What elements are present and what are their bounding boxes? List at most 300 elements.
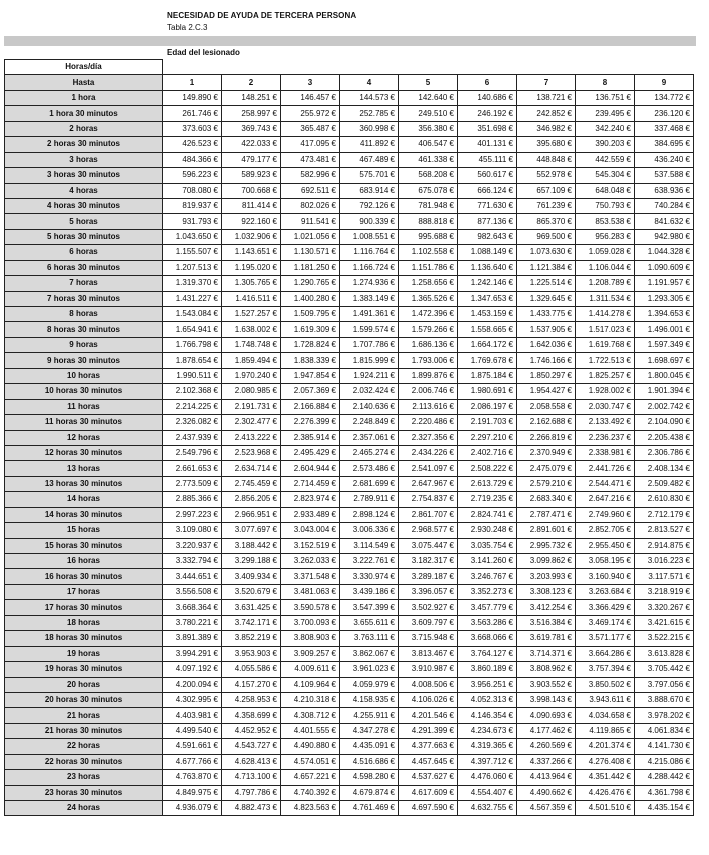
table-cell-amount: 865.370 €	[517, 214, 576, 229]
table-row	[5, 584, 694, 599]
table-row	[5, 276, 694, 291]
table-cell-amount: 3.978.202 €	[635, 708, 694, 723]
row-label-hours: 4 horas 30 minutos	[5, 198, 163, 213]
table-cell-amount: 1.980.691 €	[458, 384, 517, 399]
table-cell-amount: 3.457.779 €	[458, 600, 517, 615]
table-cell-amount: 4.823.563 €	[281, 801, 340, 816]
table-cell-amount: 4.008.506 €	[399, 677, 458, 692]
table-cell-amount: 4.397.712 €	[458, 754, 517, 769]
table-cell-amount: 3.556.508 €	[163, 584, 222, 599]
table-cell-amount: 1.208.789 €	[576, 276, 635, 291]
table-cell-amount: 1.491.361 €	[340, 307, 399, 322]
table-row	[5, 770, 694, 785]
row-label-hours: 17 horas 30 minutos	[5, 600, 163, 615]
table-cell-amount: 3.320.267 €	[635, 600, 694, 615]
table-cell-amount: 455.111 €	[458, 152, 517, 167]
table-cell-amount: 582.996 €	[281, 168, 340, 183]
table-cell-amount: 2.898.124 €	[340, 507, 399, 522]
table-cell-amount: 888.818 €	[399, 214, 458, 229]
table-cell-amount: 249.510 €	[399, 106, 458, 121]
table-cell-amount: 1.311.534 €	[576, 291, 635, 306]
table-cell-amount: 1.517.023 €	[576, 322, 635, 337]
row-label-hours: 11 horas	[5, 399, 163, 414]
table-row	[5, 662, 694, 677]
table-cell-amount: 4.457.645 €	[399, 754, 458, 769]
column-header-age: 9	[635, 75, 694, 90]
table-cell-amount: 2.408.134 €	[635, 461, 694, 476]
table-cell-amount: 2.712.179 €	[635, 507, 694, 522]
table-cell-amount: 4.361.798 €	[635, 785, 694, 800]
table-cell-amount: 3.668.364 €	[163, 600, 222, 615]
table-cell-amount: 1.642.036 €	[517, 337, 576, 352]
table-cell-amount: 2.357.061 €	[340, 430, 399, 445]
table-cell-amount: 1.088.149 €	[458, 245, 517, 260]
table-cell-amount: 4.260.569 €	[517, 739, 576, 754]
table-cell-amount: 4.234.673 €	[458, 723, 517, 738]
table-cell-amount: 351.698 €	[458, 121, 517, 136]
table-row	[5, 600, 694, 615]
row-label-hours: 5 horas	[5, 214, 163, 229]
table-cell-amount: 1.394.653 €	[635, 307, 694, 322]
table-cell-amount: 1.875.184 €	[458, 368, 517, 383]
table-row	[5, 723, 694, 738]
table-row	[5, 198, 694, 213]
table-cell-amount: 2.604.944 €	[281, 461, 340, 476]
table-cell-amount: 4.617.609 €	[399, 785, 458, 800]
row-label-hours: 9 horas	[5, 337, 163, 352]
table-cell-amount: 1.290.765 €	[281, 276, 340, 291]
table-row	[5, 492, 694, 507]
table-cell-amount: 4.476.060 €	[458, 770, 517, 785]
table-cell-amount: 2.813.527 €	[635, 523, 694, 538]
table-cell-amount: 3.366.429 €	[576, 600, 635, 615]
table-cell-amount: 819.937 €	[163, 198, 222, 213]
table-cell-amount: 401.131 €	[458, 137, 517, 152]
table-cell-amount: 1.472.396 €	[399, 307, 458, 322]
table-cell-amount: 4.567.359 €	[517, 801, 576, 816]
table-cell-amount: 3.396.057 €	[399, 584, 458, 599]
table-cell-amount: 1.766.798 €	[163, 337, 222, 352]
table-cell-amount: 1.293.305 €	[635, 291, 694, 306]
row-label-hours: 13 horas 30 minutos	[5, 476, 163, 491]
table-cell-amount: 3.412.254 €	[517, 600, 576, 615]
table-cell-amount: 3.117.571 €	[635, 569, 694, 584]
table-cell-amount: 2.968.577 €	[399, 523, 458, 538]
table-row	[5, 646, 694, 661]
table-cell-amount: 3.953.903 €	[222, 646, 281, 661]
table-cell-amount: 2.495.429 €	[281, 445, 340, 460]
table-cell-amount: 3.714.371 €	[517, 646, 576, 661]
table-cell-amount: 2.634.714 €	[222, 461, 281, 476]
table-cell-amount: 4.158.935 €	[340, 692, 399, 707]
table-cell-amount: 411.892 €	[340, 137, 399, 152]
row-label-hours: 12 horas	[5, 430, 163, 445]
table-cell-amount: 2.955.450 €	[576, 538, 635, 553]
table-cell-amount: 4.200.094 €	[163, 677, 222, 692]
table-cell-amount: 261.746 €	[163, 106, 222, 121]
separator-bar	[4, 36, 696, 46]
table-row	[5, 260, 694, 275]
row-label-hours: 14 horas	[5, 492, 163, 507]
table-cell-amount: 1.686.136 €	[399, 337, 458, 352]
table-cell-amount: 700.668 €	[222, 183, 281, 198]
table-cell-amount: 365.487 €	[281, 121, 340, 136]
table-row	[5, 523, 694, 538]
table-cell-amount: 4.740.392 €	[281, 785, 340, 800]
table-cell-amount: 406.547 €	[399, 137, 458, 152]
table-cell-amount: 4.413.964 €	[517, 770, 576, 785]
table-cell-amount: 4.426.476 €	[576, 785, 635, 800]
table-cell-amount: 3.956.251 €	[458, 677, 517, 692]
table-row	[5, 152, 694, 167]
table-cell-amount: 2.914.875 €	[635, 538, 694, 553]
compensation-table	[4, 59, 694, 816]
row-label-hours: 15 horas 30 minutos	[5, 538, 163, 553]
table-cell-amount: 708.080 €	[163, 183, 222, 198]
table-cell-amount: 4.276.408 €	[576, 754, 635, 769]
table-cell-amount: 2.205.438 €	[635, 430, 694, 445]
table-cell-amount: 4.403.981 €	[163, 708, 222, 723]
table-cell-amount: 4.679.874 €	[340, 785, 399, 800]
table-cell-amount: 1.825.257 €	[576, 368, 635, 383]
table-cell-amount: 3.035.754 €	[458, 538, 517, 553]
table-cell-amount: 596.223 €	[163, 168, 222, 183]
table-cell-amount: 3.099.862 €	[517, 554, 576, 569]
table-cell-amount: 3.075.447 €	[399, 538, 458, 553]
table-cell-amount: 1.365.526 €	[399, 291, 458, 306]
table-cell-amount: 2.006.746 €	[399, 384, 458, 399]
table-cell-amount: 1.155.507 €	[163, 245, 222, 260]
table-cell-amount: 1.928.002 €	[576, 384, 635, 399]
table-cell-amount: 2.754.837 €	[399, 492, 458, 507]
table-cell-amount: 142.640 €	[399, 90, 458, 105]
table-cell-amount: 995.688 €	[399, 229, 458, 244]
table-cell-amount: 3.715.948 €	[399, 631, 458, 646]
table-cell-amount: 1.509.795 €	[281, 307, 340, 322]
table-cell-amount: 2.032.424 €	[340, 384, 399, 399]
table-cell-amount: 3.563.286 €	[458, 615, 517, 630]
table-cell-amount: 337.468 €	[635, 121, 694, 136]
table-cell-amount: 3.609.797 €	[399, 615, 458, 630]
row-label-hours: 15 horas	[5, 523, 163, 538]
table-cell-amount: 1.116.764 €	[340, 245, 399, 260]
table-cell-amount: 395.680 €	[517, 137, 576, 152]
column-header-age: 8	[576, 75, 635, 90]
table-cell-amount: 2.683.340 €	[517, 492, 576, 507]
table-cell-amount: 3.860.189 €	[458, 662, 517, 677]
table-cell-amount: 4.308.712 €	[281, 708, 340, 723]
row-label-hours: 4 horas	[5, 183, 163, 198]
table-cell-amount: 3.797.056 €	[635, 677, 694, 692]
table-cell-amount: 3.308.123 €	[517, 584, 576, 599]
row-label-hours: 18 horas	[5, 615, 163, 630]
table-cell-amount: 2.385.914 €	[281, 430, 340, 445]
row-label-hours: 2 horas 30 minutos	[5, 137, 163, 152]
table-cell-amount: 1.707.786 €	[340, 337, 399, 352]
table-cell-amount: 1.021.056 €	[281, 229, 340, 244]
table-cell-amount: 1.748.748 €	[222, 337, 281, 352]
table-cell-amount: 1.537.905 €	[517, 322, 576, 337]
row-label-hours: 14 horas 30 minutos	[5, 507, 163, 522]
table-cell-amount: 4.761.469 €	[340, 801, 399, 816]
table-cell-amount: 252.785 €	[340, 106, 399, 121]
table-cell-amount: 2.434.226 €	[399, 445, 458, 460]
table-cell-amount: 3.903.552 €	[517, 677, 576, 692]
table-cell-amount: 479.177 €	[222, 152, 281, 167]
table-cell-amount: 2.214.225 €	[163, 399, 222, 414]
table-cell-amount: 1.558.665 €	[458, 322, 517, 337]
table-cell-amount: 1.878.654 €	[163, 353, 222, 368]
table-cell-amount: 4.347.278 €	[340, 723, 399, 738]
table-cell-amount: 545.304 €	[576, 168, 635, 183]
table-cell-amount: 4.435.091 €	[340, 739, 399, 754]
row-label-hours: 12 horas 30 minutos	[5, 445, 163, 460]
row-label-hours: 22 horas	[5, 739, 163, 754]
table-cell-amount: 3.850.502 €	[576, 677, 635, 692]
table-cell-amount: 4.090.693 €	[517, 708, 576, 723]
row-label-hours: 10 horas	[5, 368, 163, 383]
table-row	[5, 445, 694, 460]
table-cell-amount: 4.657.221 €	[281, 770, 340, 785]
table-cell-amount: 3.220.937 €	[163, 538, 222, 553]
table-cell-amount: 236.120 €	[635, 106, 694, 121]
table-cell-amount: 1.319.370 €	[163, 276, 222, 291]
table-cell-amount: 911.541 €	[281, 214, 340, 229]
table-cell-amount: 1.619.768 €	[576, 337, 635, 352]
table-cell-amount: 2.413.222 €	[222, 430, 281, 445]
table-cell-amount: 802.026 €	[281, 198, 340, 213]
table-cell-amount: 1.347.653 €	[458, 291, 517, 306]
table-cell-amount: 2.327.356 €	[399, 430, 458, 445]
table-cell-amount: 4.713.100 €	[222, 770, 281, 785]
table-cell-amount: 369.743 €	[222, 121, 281, 136]
table-cell-amount: 568.208 €	[399, 168, 458, 183]
table-cell-amount: 4.059.979 €	[340, 677, 399, 692]
table-cell-amount: 3.631.425 €	[222, 600, 281, 615]
row-label-hours: 18 horas 30 minutos	[5, 631, 163, 646]
table-cell-amount: 3.409.934 €	[222, 569, 281, 584]
table-cell-amount: 2.465.274 €	[340, 445, 399, 460]
table-cell-amount: 4.146.354 €	[458, 708, 517, 723]
table-cell-amount: 4.215.086 €	[635, 754, 694, 769]
table-cell-amount: 4.936.079 €	[163, 801, 222, 816]
table-cell-amount: 1.383.149 €	[340, 291, 399, 306]
table-cell-amount: 426.523 €	[163, 137, 222, 152]
table-cell-amount: 2.885.366 €	[163, 492, 222, 507]
table-cell-amount: 2.104.090 €	[635, 415, 694, 430]
table-cell-amount: 3.246.767 €	[458, 569, 517, 584]
table-cell-amount: 3.481.063 €	[281, 584, 340, 599]
table-cell-amount: 4.009.611 €	[281, 662, 340, 677]
table-cell-amount: 1.008.551 €	[340, 229, 399, 244]
row-label-hours: 16 horas 30 minutos	[5, 569, 163, 584]
table-cell-amount: 2.302.477 €	[222, 415, 281, 430]
row-label-hours: 6 horas 30 minutos	[5, 260, 163, 275]
table-cell-amount: 1.579.266 €	[399, 322, 458, 337]
table-cell-amount: 1.924.211 €	[340, 368, 399, 383]
column-header-age: 6	[458, 75, 517, 90]
table-cell-amount: 239.495 €	[576, 106, 635, 121]
table-cell-amount: 3.469.174 €	[576, 615, 635, 630]
row-label-hours: 21 horas	[5, 708, 163, 723]
row-label-hours: 8 horas 30 minutos	[5, 322, 163, 337]
table-cell-amount: 384.695 €	[635, 137, 694, 152]
table-cell-amount: 969.500 €	[517, 229, 576, 244]
table-cell-amount: 4.598.280 €	[340, 770, 399, 785]
table-cell-amount: 1.899.876 €	[399, 368, 458, 383]
table-row	[5, 461, 694, 476]
table-cell-amount: 3.664.286 €	[576, 646, 635, 661]
table-cell-amount: 4.201.546 €	[399, 708, 458, 723]
header-row-top	[5, 60, 694, 75]
corner-label-hours-per-day: Horas/día	[5, 60, 163, 75]
table-row	[5, 538, 694, 553]
table-row	[5, 507, 694, 522]
table-cell-amount: 2.113.616 €	[399, 399, 458, 414]
table-cell-amount: 4.141.730 €	[635, 739, 694, 754]
table-cell-amount: 1.166.724 €	[340, 260, 399, 275]
table-row	[5, 708, 694, 723]
table-cell-amount: 1.619.309 €	[281, 322, 340, 337]
table-cell-amount: 4.490.880 €	[281, 739, 340, 754]
table-cell-amount: 484.366 €	[163, 152, 222, 167]
table-cell-amount: 2.610.830 €	[635, 492, 694, 507]
table-cell-amount: 2.086.197 €	[458, 399, 517, 414]
table-cell-amount: 2.162.688 €	[517, 415, 576, 430]
table-cell-amount: 1.143.651 €	[222, 245, 281, 260]
table-cell-amount: 956.283 €	[576, 229, 635, 244]
table-cell-amount: 4.319.365 €	[458, 739, 517, 754]
table-cell-amount: 2.933.489 €	[281, 507, 340, 522]
table-cell-amount: 4.401.555 €	[281, 723, 340, 738]
table-cell-amount: 2.549.796 €	[163, 445, 222, 460]
table-cell-amount: 2.030.747 €	[576, 399, 635, 414]
table-cell-amount: 3.188.442 €	[222, 538, 281, 553]
table-cell-amount: 811.414 €	[222, 198, 281, 213]
table-cell-amount: 1.274.936 €	[340, 276, 399, 291]
table-cell-amount: 2.166.884 €	[281, 399, 340, 414]
table-row	[5, 476, 694, 491]
table-cell-amount: 2.102.368 €	[163, 384, 222, 399]
table-cell-amount: 242.852 €	[517, 106, 576, 121]
table-cell-amount: 3.043.004 €	[281, 523, 340, 538]
table-cell-amount: 1.800.045 €	[635, 368, 694, 383]
table-cell-amount: 246.192 €	[458, 106, 517, 121]
table-cell-amount: 346.982 €	[517, 121, 576, 136]
table-cell-amount: 1.073.630 €	[517, 245, 576, 260]
table-cell-amount: 3.764.127 €	[458, 646, 517, 661]
table-cell-amount: 3.152.519 €	[281, 538, 340, 553]
table-cell-amount: 922.160 €	[222, 214, 281, 229]
table-cell-amount: 2.058.558 €	[517, 399, 576, 414]
table-row	[5, 677, 694, 692]
table-cell-amount: 3.516.384 €	[517, 615, 576, 630]
table-cell-amount: 2.789.911 €	[340, 492, 399, 507]
row-label-hours: 2 horas	[5, 121, 163, 136]
table-cell-amount: 2.191.731 €	[222, 399, 281, 414]
table-cell-amount: 3.371.548 €	[281, 569, 340, 584]
table-cell-amount: 3.109.080 €	[163, 523, 222, 538]
table-cell-amount: 3.218.919 €	[635, 584, 694, 599]
table-cell-amount: 3.655.611 €	[340, 615, 399, 630]
table-cell-amount: 2.080.985 €	[222, 384, 281, 399]
corner-label-hasta: Hasta	[5, 75, 163, 90]
table-cell-amount: 761.239 €	[517, 198, 576, 213]
table-cell-amount: 3.780.221 €	[163, 615, 222, 630]
table-cell-amount: 4.255.911 €	[340, 708, 399, 723]
table-cell-amount: 3.077.697 €	[222, 523, 281, 538]
table-cell-amount: 740.284 €	[635, 198, 694, 213]
table-cell-amount: 373.603 €	[163, 121, 222, 136]
table-cell-amount: 2.306.786 €	[635, 445, 694, 460]
table-cell-amount: 675.078 €	[399, 183, 458, 198]
table-row	[5, 631, 694, 646]
table-cell-amount: 1.496.001 €	[635, 322, 694, 337]
table-cell-amount: 2.613.729 €	[458, 476, 517, 491]
table-cell-amount: 4.882.473 €	[222, 801, 281, 816]
table-cell-amount: 1.746.166 €	[517, 353, 576, 368]
table-cell-amount: 3.332.794 €	[163, 554, 222, 569]
table-cell-amount: 1.102.558 €	[399, 245, 458, 260]
table-row	[5, 229, 694, 244]
table-cell-amount: 4.109.964 €	[281, 677, 340, 692]
table-cell-amount: 356.380 €	[399, 121, 458, 136]
table-row	[5, 307, 694, 322]
table-cell-amount: 3.862.067 €	[340, 646, 399, 661]
table-row	[5, 106, 694, 121]
table-row	[5, 692, 694, 707]
table-cell-amount: 461.338 €	[399, 152, 458, 167]
table-cell-amount: 1.181.250 €	[281, 260, 340, 275]
table-cell-amount: 1.329.645 €	[517, 291, 576, 306]
table-cell-amount: 2.891.601 €	[517, 523, 576, 538]
row-label-hours: 7 horas	[5, 276, 163, 291]
table-cell-amount: 136.751 €	[576, 90, 635, 105]
table-cell-amount: 2.002.742 €	[635, 399, 694, 414]
document-title: NECESIDAD DE AYUDA DE TERCERA PERSONA	[167, 11, 357, 20]
row-label-hours: 8 horas	[5, 307, 163, 322]
table-cell-amount: 4.201.374 €	[576, 739, 635, 754]
table-row	[5, 615, 694, 630]
table-cell-amount: 3.757.394 €	[576, 662, 635, 677]
table-cell-amount: 1.664.172 €	[458, 337, 517, 352]
row-label-hours: 9 horas 30 minutos	[5, 353, 163, 368]
table-cell-amount: 3.522.215 €	[635, 631, 694, 646]
column-header-age: 2	[222, 75, 281, 90]
table-cell-amount: 2.297.210 €	[458, 430, 517, 445]
table-row	[5, 415, 694, 430]
row-label-hours: 16 horas	[5, 554, 163, 569]
table-cell-amount: 3.016.223 €	[635, 554, 694, 569]
table-row	[5, 168, 694, 183]
table-cell-amount: 4.097.192 €	[163, 662, 222, 677]
table-cell-amount: 1.597.349 €	[635, 337, 694, 352]
row-label-hours: 22 horas 30 minutos	[5, 754, 163, 769]
table-cell-amount: 666.124 €	[458, 183, 517, 198]
table-cell-amount: 3.299.188 €	[222, 554, 281, 569]
table-row	[5, 384, 694, 399]
table-cell-amount: 3.421.615 €	[635, 615, 694, 630]
table-row	[5, 90, 694, 105]
row-label-hours: 5 horas 30 minutos	[5, 229, 163, 244]
table-cell-amount: 1.838.339 €	[281, 353, 340, 368]
table-cell-amount: 3.763.111 €	[340, 631, 399, 646]
table-cell-amount: 360.998 €	[340, 121, 399, 136]
table-cell-amount: 4.061.834 €	[635, 723, 694, 738]
table-cell-amount: 841.632 €	[635, 214, 694, 229]
table-cell-amount: 2.787.471 €	[517, 507, 576, 522]
table-cell-amount: 2.966.951 €	[222, 507, 281, 522]
